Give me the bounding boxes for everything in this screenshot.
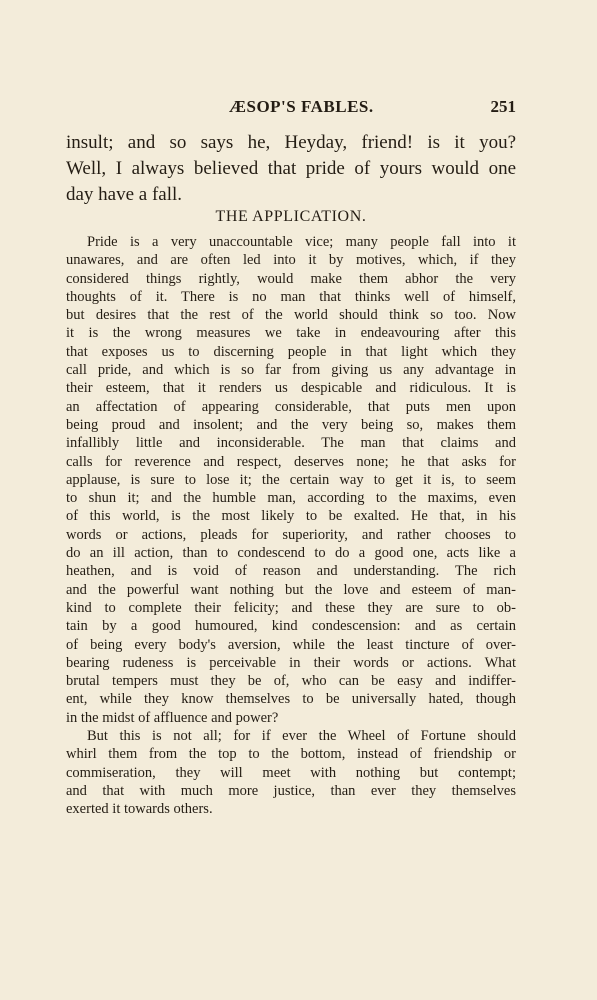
fable-ending [66,130,516,208]
text-line: Well, I always believed that pride of yours would one [66,158,516,179]
section-heading: THE APPLICATION. [215,208,367,225]
text-line: do an ill action, than to condescend to do a good one, acts like a [66,545,516,562]
text-line: of being every body's aversion, while the least tincture of over- [66,636,516,653]
text-line: calls for reverence and respect, deserves none; he that asks for [66,453,516,470]
text-line: tain by a good humoured, kind condescension: and as certain [66,618,516,635]
text-line: Pride is a very unaccountable vice; many people fall into it [87,234,516,250]
text-line: that exposes us to discerning people in that light which they [66,343,516,360]
text-line: and that with much more justice, than ever they themselves [66,782,516,799]
text-line: ent, while they know themselves to be universally hated, though [66,691,516,708]
text-line: brutal tempers must they be of, who can be easy and indiffer- [66,673,516,690]
text-line: and the powerful want nothing but the love and esteem of man- [66,581,516,598]
text-line: considered things rightly, would make them abhor the very [66,270,516,287]
text-line: but desires that the rest of the world should think so too. Now [66,307,516,324]
text-line: an affectation of appearing considerable, that puts men upon [66,398,516,415]
text-line: words or actions, pleads for superiority, and rather chooses to [66,526,516,543]
text-line: exerted it towards others. [66,801,213,818]
application-text [66,233,516,819]
text-line: insult; and so says he, Heyday, friend! is it you? [66,132,516,153]
running-title: ÆSOP'S FABLES. [229,97,374,116]
text-line: in the midst of affluence and power? [66,709,279,726]
text-line: whirl them from the top to the bottom, instead of friendship or [66,746,516,763]
text-line: it is the wrong measures we take in endeavouring after this [66,325,516,342]
text-line: thoughts of it. There is no man that thinks well of himself, [66,288,516,305]
text-line: commiseration, they will meet with nothing but contempt; [66,764,516,781]
text-line: their esteem, that it renders us despicable and ridiculous. It is [66,380,516,397]
text-line: bearing rudeness is perceivable in their words or actions. What [66,654,516,671]
text-line: being proud and insolent; and the very being so, makes them [66,416,516,433]
text-line: But this is not all; for if ever the Wheel of Fortune should [87,728,516,745]
text-line: kind to complete their felicity; and these they are sure to ob- [66,599,516,616]
text-line: infallibly little and inconsiderable. The man that claims and [66,435,516,452]
text-line: call pride, and which is so far from giving us any advantage in [66,362,516,379]
text-line: to shun it; and the humble man, according to the maxims, even [66,490,516,507]
text-line: unawares, and are often led into it by motives, which, if they [66,252,516,269]
text-line: day have a fall. [66,184,183,205]
text-line: applause, is sure to lose it; the certain way to get it is, to seem [66,471,516,488]
running-head [66,97,516,119]
text-line: heathen, and is void of reason and understanding. The rich [66,563,516,580]
page-number: 251 [490,97,516,116]
text-line: of this world, is the most likely to be exalted. He that, in his [66,508,516,525]
